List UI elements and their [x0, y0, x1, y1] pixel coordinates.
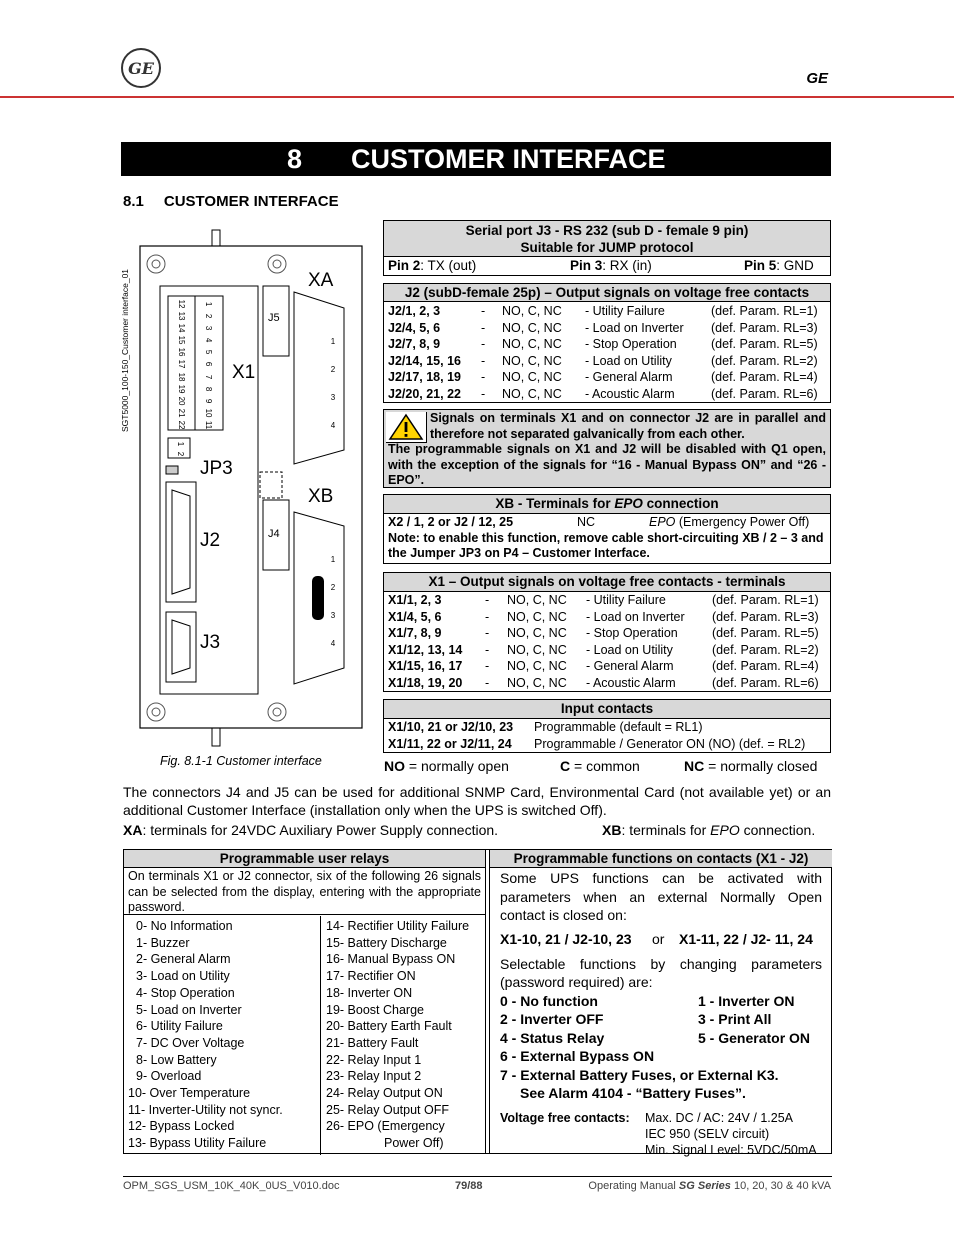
legend-nc-key: NC: [684, 758, 705, 774]
input-term-1: X1/10, 21 or J2/10, 23: [388, 720, 514, 734]
legend-c-key: C: [560, 758, 571, 774]
j2-dash: -: [481, 370, 486, 385]
label-j4: J4: [268, 528, 280, 540]
j2-param: (def. Param. RL=3): [711, 320, 818, 335]
relay-item: 20- Battery Earth Fault: [326, 1019, 452, 1034]
xb-note-epo: EPO: [710, 822, 740, 838]
vfc-3: Min. Signal Level: 5VDC/50mA: [645, 1142, 817, 1157]
header-rule: [0, 96, 954, 98]
relay-item: 3- Load on Utility: [136, 969, 230, 984]
pin-number: 10: [204, 408, 214, 418]
j2-contacts: NO, C, NC: [502, 353, 562, 368]
pin-number: 4: [330, 421, 336, 430]
functions-item-7: [490, 1066, 832, 1102]
j2-dash: -: [481, 353, 486, 368]
j2-func: - General Alarm: [585, 370, 673, 385]
j2-contacts: NO, C, NC: [502, 386, 562, 401]
x1-dash: -: [485, 593, 490, 607]
j2-func: - Load on Inverter: [585, 320, 684, 335]
x1-param: (def. Param. RL=6): [712, 675, 819, 690]
pin-number: 14: [177, 323, 187, 333]
j2-row: [384, 369, 830, 386]
xb-nc: NC: [577, 515, 596, 529]
pin5-label: Pin 5: [744, 258, 777, 273]
footer-manual: [588, 1180, 831, 1192]
xb-term: X2 / 1, 2 or J2 / 12, 25: [388, 515, 514, 529]
label-x1: X1: [232, 362, 256, 383]
xb-pins: [327, 546, 339, 658]
vfc-2: IEC 950 (SELV circuit): [645, 1126, 770, 1141]
xb-title-a: XB - Terminals for: [495, 496, 615, 511]
j2-title: J2 (subD-female 25p) – Output signals on voltage free contacts: [384, 284, 830, 302]
figure-caption: Fig. 8.1-1 Customer interface: [160, 754, 322, 768]
j2-term: J2/20, 21, 22: [388, 386, 461, 401]
xa-note-label: XA: [123, 822, 143, 838]
footer-page: 79/88: [455, 1180, 483, 1192]
pin-number: 17: [177, 360, 187, 369]
function-item: 5 - Generator ON: [698, 1029, 811, 1046]
relay-item: 7- DC Over Voltage: [136, 1035, 245, 1050]
x1-dash: -: [485, 609, 490, 624]
function-item: 6 - External Bypass ON: [500, 1048, 655, 1064]
relay-item: 5- Load on Inverter: [136, 1002, 242, 1017]
legend-nc-text: = normally closed: [704, 758, 818, 774]
functions-intro: Some UPS functions can be activated with parameters when an external Normally Open contact is closed on:: [500, 870, 822, 923]
pin-number: 3: [330, 393, 336, 402]
x1-term: X1/7, 8, 9: [388, 626, 442, 641]
label-xb: XB: [308, 486, 334, 507]
label-jp3: JP3: [200, 458, 233, 479]
warning-box: [383, 409, 831, 488]
relay-item: 8- Low Battery: [136, 1052, 217, 1067]
relay-item: 14- Rectifier Utility Failure: [326, 919, 470, 933]
jp3-pins: [170, 439, 190, 459]
x1-dash: -: [485, 675, 490, 690]
legend-c-text: = common: [570, 758, 640, 774]
relays-title: Programmable user relays: [124, 850, 485, 868]
x1-func: - Acoustic Alarm: [586, 675, 676, 690]
relay-item: 1- Buzzer: [136, 935, 190, 950]
x1-param: (def. Param. RL=1): [712, 593, 819, 607]
j2-param: (def. Param. RL=1): [711, 304, 818, 318]
pin-number: 21: [177, 408, 187, 418]
x1-func: - General Alarm: [586, 659, 674, 674]
relays-left-list: [124, 916, 321, 1155]
serial-port-box: [383, 220, 831, 276]
functions-item-7a: 7 - External Battery Fuses, or External K3.: [500, 1066, 779, 1083]
input-row-2: [384, 736, 830, 753]
relay-item: 19- Boost Charge: [326, 1002, 424, 1017]
x1-param: (def. Param. RL=3): [712, 609, 819, 624]
pin-number: 2: [204, 313, 214, 319]
x1-contacts: NO, C, NC: [507, 675, 567, 690]
pin-number: 11: [204, 420, 214, 430]
j2-dash: -: [481, 320, 486, 335]
xb-desc-epo: EPO: [649, 515, 676, 529]
relay-item: 16- Manual Bypass ON: [326, 952, 456, 967]
j2-row: [384, 303, 830, 320]
figure-side-label-wrap: [120, 252, 132, 432]
xa-pins: [327, 328, 339, 440]
j2-dash: -: [481, 337, 486, 352]
section-title: CUSTOMER INTERFACE: [163, 193, 339, 210]
relay-item: 24- Relay Output ON: [326, 1086, 443, 1101]
pin-number: 13: [177, 311, 187, 321]
x1-term: X1/4, 5, 6: [388, 609, 442, 624]
section-heading: [123, 193, 339, 210]
x1-term: X1/1, 2, 3: [388, 593, 442, 607]
j2-term: J2/7, 8, 9: [388, 337, 441, 352]
function-item: 2 - Inverter OFF: [500, 1011, 604, 1027]
pin-number: 1: [330, 337, 336, 346]
pin3-label: Pin 3: [570, 258, 603, 273]
pin2-value: : TX (out): [420, 258, 477, 273]
j2-box: [383, 283, 831, 403]
x1-right-pins: [197, 298, 219, 431]
relay-item: Power Off): [384, 1136, 444, 1151]
footer-doc: OPM_SGS_USM_10K_40K_0US_V010.doc: [123, 1180, 340, 1192]
input-desc-1: Programmable (default = RL1): [534, 720, 703, 734]
connectors-paragraph: [123, 783, 831, 819]
relay-item: 26- EPO (Emergency: [326, 1119, 445, 1134]
chapter-title: CUSTOMER INTERFACE: [351, 144, 666, 174]
serial-pins-row: [384, 257, 830, 275]
x1-param: (def. Param. RL=5): [712, 626, 819, 641]
input-row-1: [384, 719, 830, 736]
j2-param: (def. Param. RL=2): [711, 353, 818, 368]
j2-func: - Utility Failure: [585, 304, 665, 318]
input-desc-2: Programmable / Generator ON (NO) (def. = RL2): [534, 737, 806, 751]
relay-item: 13- Bypass Utility Failure: [128, 1136, 267, 1151]
j2-contacts: NO, C, NC: [502, 370, 562, 385]
xb-title-c: connection: [642, 496, 719, 511]
j2-param: (def. Param. RL=6): [711, 386, 818, 401]
j2-dash: -: [481, 304, 486, 318]
j2-rows: [384, 302, 830, 403]
x1-dash: -: [485, 642, 490, 657]
x1-func: - Load on Inverter: [586, 609, 685, 624]
x1-rows: [384, 592, 830, 692]
x1-row: [384, 609, 830, 626]
j2-term: J2/1, 2, 3: [388, 304, 441, 318]
label-xa: XA: [308, 270, 334, 291]
relay-item: 17- Rectifier ON: [326, 969, 416, 984]
relay-item: 4- Stop Operation: [136, 985, 235, 1000]
pin-number: 22: [177, 420, 187, 430]
x1-contacts: NO, C, NC: [507, 626, 567, 641]
vfc-values: [645, 1110, 817, 1158]
functions-contacts-b: X1-11, 22 / J2- 11, 24: [679, 930, 813, 947]
input-contacts-box: [383, 699, 831, 753]
relay-item: 9- Overload: [136, 1069, 202, 1084]
label-j3: J3: [200, 632, 221, 653]
pin5-value: : GND: [776, 258, 814, 273]
xb-note: Note: to enable this function, remove cable short-circuiting XB / 2 – 3 and the Jumper JP3 on P4 – Customer Interface.: [388, 531, 824, 560]
j2-row: [384, 353, 830, 370]
pin-number: 6: [204, 362, 214, 367]
pin-number: 19: [177, 384, 187, 394]
pin-number: 3: [204, 326, 214, 331]
x1-contacts: NO, C, NC: [507, 659, 567, 674]
warning-line-1: Signals on terminals X1 and on connector J2 are in parallel and therefore not separated galvanically from each other.: [430, 411, 826, 441]
functions-item-7b: See Alarm 4104 - “Battery Fuses”.: [520, 1084, 746, 1101]
chapter-heading: [121, 142, 831, 176]
x1-row: [384, 592, 830, 609]
j2-term: J2/14, 15, 16: [388, 353, 461, 368]
footer-manual-a: Operating Manual: [588, 1180, 679, 1192]
pin-number: 18: [177, 372, 187, 382]
functions-or: or: [652, 930, 665, 947]
relays-right-list: [326, 916, 484, 1152]
logo-text: GE: [128, 58, 154, 78]
legend-nc: [684, 757, 817, 775]
j2-func: - Load on Utility: [585, 353, 672, 368]
xb-row: [384, 514, 830, 531]
legend-no: [384, 757, 509, 775]
function-row: [500, 1047, 822, 1066]
functions-panel: [489, 850, 832, 1157]
x1-row: [384, 675, 830, 692]
pin-number: 2: [176, 451, 185, 457]
pin-number: 7: [204, 374, 214, 379]
j2-contacts: NO, C, NC: [502, 320, 562, 335]
legend-no-key: NO: [384, 758, 405, 774]
warning-line-2: The programmable signals on X1 and J2 will be disabled with Q1 open, with the exception of the signals for “16 - Manual Bypass ON” and “26 - EPO”.: [388, 442, 826, 487]
x1-contacts: NO, C, NC: [507, 593, 567, 607]
pin-number: 3: [330, 611, 336, 620]
pin-number: 1: [176, 441, 185, 447]
function-item: 1 - Inverter ON: [698, 992, 795, 1009]
j2-row: [384, 320, 830, 337]
relay-item: 0- No Information: [136, 919, 233, 933]
relays-intro: On terminals X1 or J2 connector, six of the following 26 signals can be selected from the display, entering with the appropriate password.: [124, 868, 485, 915]
footer-manual-series: SG Series: [678, 1180, 731, 1192]
function-item: 4 - Status Relay: [500, 1029, 605, 1046]
function-item: 3 - Print All: [698, 1011, 772, 1027]
ge-logo: [121, 48, 161, 88]
input-term-2: X1/11, 22 or J2/11, 24: [388, 737, 512, 751]
x1-param: (def. Param. RL=4): [712, 659, 819, 674]
relay-item: 11- Inverter-Utility not syncr.: [128, 1102, 283, 1117]
pin-number: 1: [204, 301, 214, 307]
footer-manual-c: 10, 20, 30 & 40 kVA: [730, 1180, 831, 1192]
chapter-number: 8: [287, 144, 303, 174]
serial-title-2: Suitable for JUMP protocol: [520, 240, 694, 255]
input-title: Input contacts: [384, 700, 830, 719]
pin-number: 4: [204, 338, 214, 343]
j2-param: (def. Param. RL=5): [711, 337, 818, 352]
x1-row: [384, 658, 830, 675]
warning-triangle-icon: [386, 412, 427, 443]
header-brand: GE: [806, 70, 828, 87]
pin-number: 4: [330, 639, 336, 648]
pin-number: 2: [330, 365, 336, 374]
pin-number: 15: [177, 335, 187, 345]
relay-item: 10- Over Temperature: [128, 1086, 251, 1101]
relay-item: 2- General Alarm: [136, 952, 231, 967]
pin2-label: Pin 2: [388, 258, 421, 273]
x1-term: X1/18, 19, 20: [388, 675, 463, 690]
connectors-paragraph-text: The connectors J4 and J5 can be used for additional SNMP Card, Environmental Card (not available yet) or an additional Customer Interface (installation only when the UPS is switched Off).: [123, 784, 831, 818]
xa-note: [123, 821, 498, 839]
label-j2: J2: [200, 530, 221, 551]
x1-box: [383, 572, 831, 692]
pin-number: 1: [330, 555, 336, 564]
x1-param: (def. Param. RL=2): [712, 642, 819, 657]
functions-contacts-a: X1-10, 21 / J2-10, 23: [500, 930, 632, 947]
x1-row: [384, 642, 830, 659]
legend-c: [560, 757, 640, 775]
function-item: 0 - No function: [500, 992, 598, 1009]
pin3-value: : RX (in): [602, 258, 652, 273]
footer-rule: [123, 1176, 832, 1177]
x1-func: - Load on Utility: [586, 642, 673, 657]
relay-item: 12- Bypass Locked: [128, 1119, 235, 1134]
pin-number: 8: [204, 386, 214, 391]
label-j5: J5: [268, 312, 280, 324]
x1-dash: -: [485, 626, 490, 641]
j2-row: [384, 386, 830, 403]
relays-panel: [124, 850, 486, 1153]
customer-interface-figure: [122, 228, 370, 748]
x1-func: - Utility Failure: [586, 593, 666, 607]
functions-contacts: [490, 925, 832, 953]
xa-note-text: : terminals for 24VDC Auxiliary Power Supply connection.: [142, 822, 499, 838]
xb-note-text-c: connection.: [739, 822, 816, 838]
x1-left-pins: [170, 298, 192, 431]
j2-term: J2/17, 18, 19: [388, 370, 461, 385]
pin-number: 16: [177, 347, 187, 357]
xb-note-label: XB: [602, 822, 622, 838]
x1-contacts: NO, C, NC: [507, 609, 567, 624]
xb-title: [384, 495, 830, 514]
x1-term: X1/15, 16, 17: [388, 659, 463, 674]
j2-term: J2/4, 5, 6: [388, 320, 441, 335]
x1-term: X1/12, 13, 14: [388, 642, 463, 657]
pin-number: 20: [177, 396, 187, 406]
functions-items: [490, 992, 832, 1066]
serial-title-1: Serial port J3 - RS 232 (sub D - female 9 pin): [465, 223, 749, 238]
vfc-label: Voltage free contacts:: [500, 1110, 630, 1125]
xb-box: [383, 494, 831, 564]
xb-title-epo: EPO: [614, 496, 643, 511]
relay-item: 21- Battery Fault: [326, 1035, 419, 1050]
j2-dash: -: [481, 386, 486, 401]
x1-row: [384, 625, 830, 642]
pin-number: 2: [330, 583, 336, 592]
pin-number: 12: [177, 299, 187, 309]
figure-side-label: SGT5000_100-150_Customer interface_01: [120, 268, 130, 432]
functions-title: Programmable functions on contacts (X1 - J2): [490, 850, 832, 868]
vfc-1: Max. DC / AC: 24V / 1.25A: [645, 1110, 793, 1125]
relay-item: 22- Relay Input 1: [326, 1052, 422, 1067]
relay-item: 15- Battery Discharge: [326, 935, 447, 950]
xb-desc: (Emergency Power Off): [675, 515, 810, 529]
x1-contacts: NO, C, NC: [507, 642, 567, 657]
relay-item: 25- Relay Output OFF: [326, 1102, 449, 1117]
relay-item: 6- Utility Failure: [136, 1019, 223, 1034]
j2-contacts: NO, C, NC: [502, 337, 562, 352]
legend-no-text: = normally open: [405, 758, 509, 774]
x1-func: - Stop Operation: [586, 626, 678, 641]
pin-number: 9: [204, 398, 214, 404]
function-row: [500, 1029, 822, 1048]
relay-item: 18- Inverter ON: [326, 985, 413, 1000]
x1-dash: -: [485, 659, 490, 674]
j2-row: [384, 336, 830, 353]
relay-item: 23- Relay Input 2: [326, 1069, 422, 1084]
x1-title: X1 – Output signals on voltage free contacts - terminals: [384, 573, 830, 592]
serial-header: [384, 221, 830, 257]
programmable-table: [123, 849, 832, 1157]
functions-selectable: Selectable functions by changing parameters (password required) are:: [500, 955, 822, 990]
xb-note-line: [602, 821, 815, 839]
j2-func: - Acoustic Alarm: [585, 386, 675, 401]
function-row: [500, 992, 822, 1011]
function-row: [500, 1010, 822, 1029]
xb-note-text-a: : terminals for: [621, 822, 711, 838]
section-number: 8.1: [123, 193, 144, 210]
pin-number: 5: [204, 350, 214, 355]
j2-param: (def. Param. RL=4): [711, 370, 818, 385]
j2-func: - Stop Operation: [585, 337, 677, 352]
j2-contacts: NO, C, NC: [502, 304, 562, 318]
